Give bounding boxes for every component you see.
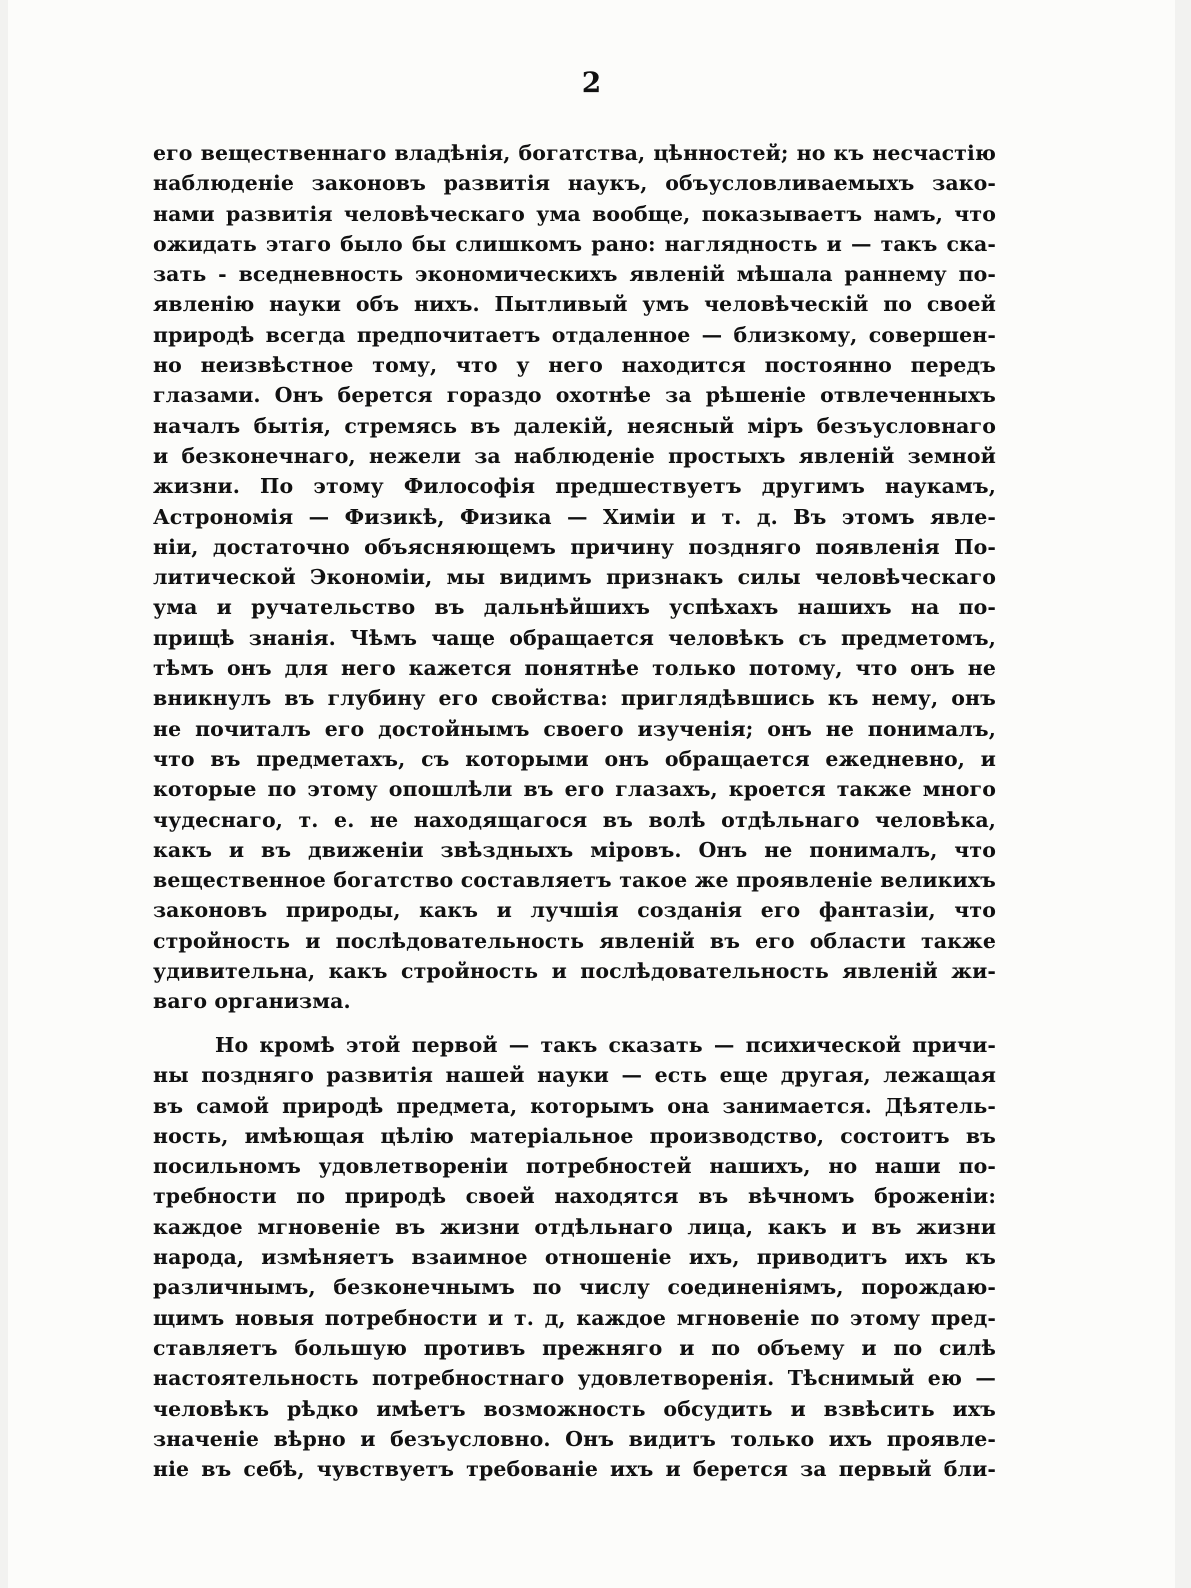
- text-line: щимъ новыя потребности и т. д, каждое мгновеніе по этому пред-: [153, 1305, 996, 1330]
- text-line: тѣмъ онъ для него кажется понятнѣе только потому, что онъ не: [153, 656, 996, 681]
- text-line: въ самой природѣ предмета, которымъ она занимается. Дѣятель-: [153, 1093, 996, 1118]
- text-line: удивительна, какъ стройность и послѣдовательность явленій жи-: [153, 959, 996, 984]
- text-line: литической Экономіи, мы видимъ признакъ силы человѣческаго: [153, 565, 996, 590]
- text-line: но неизвѣстное тому, что у него находится постоянно передъ: [153, 353, 996, 378]
- text-line: ума и ручательство въ дальнѣйшихъ успѣхахъ нашихъ на по-: [153, 595, 996, 620]
- text-line: прищѣ знанія. Чѣмъ чаще обращается человѣкъ съ предметомъ,: [153, 625, 996, 650]
- text-line: его вещественнаго владѣнія, богатства, цѣнностей; но къ несчастію: [153, 141, 996, 165]
- text-line: значеніе вѣрно и безъусловно. Онъ видитъ только ихъ проявле-: [153, 1426, 996, 1451]
- text-line: ны поздняго развитія нашей науки — есть еще другая, лежащая: [153, 1063, 996, 1088]
- text-line: которые по этому опошлѣли въ его глазахъ, кроется также много: [153, 777, 996, 802]
- text-line: народа, измѣняетъ взаимное отношеніе ихъ, приводитъ ихъ къ: [153, 1245, 996, 1270]
- text-line: различнымъ, безконечнымъ по числу соединеніямъ, порождаю-: [153, 1275, 996, 1300]
- text-line: явленію науки объ нихъ. Пытливый умъ человѣческій по своей: [153, 292, 996, 317]
- text-line: стройность и послѣдовательность явленій въ его области также: [153, 928, 996, 953]
- text-line: посильномъ удовлетвореніи потребностей нашихъ, но наши по-: [153, 1154, 996, 1179]
- page-number: 2: [581, 66, 602, 99]
- text-line: глазами. Онъ берется гораздо охотнѣе за рѣшеніе отвлеченныхъ: [153, 383, 996, 408]
- text-line: ожидать этаго было бы слишкомъ рано: наглядность и — такъ ска-: [153, 231, 996, 256]
- text-line: ставляетъ большую противъ прежняго и по объему и по силѣ: [153, 1335, 996, 1360]
- text-line: каждое мгновеніе въ жизни отдѣльнаго лица, какъ и въ жизни: [153, 1214, 996, 1239]
- text-line: Астрономія — Физикѣ, Физика — Химіи и т. д. Въ этомъ явле-: [153, 504, 996, 529]
- paragraph-2: [153, 1030, 996, 1484]
- text-line: наблюденіе законовъ развитія наукъ, объусловливаемыхъ зако-: [153, 171, 996, 196]
- paragraph-1: [153, 138, 996, 1017]
- text-line: ваго организма.: [153, 989, 351, 1014]
- text-line: зать - вседневность экономическихъ явленій мѣшала раннему по-: [153, 262, 996, 287]
- text-line: началъ бытія, стремясь въ далекій, неясный міръ безъусловнаго: [153, 413, 996, 438]
- text-line: не почиталъ его достойнымъ своего изученія; онъ не понималъ,: [153, 716, 996, 741]
- text-line: требности по природѣ своей находятся въ вѣчномъ броженіи:: [153, 1184, 996, 1209]
- text-line: вещественное богатство составляетъ такое же проявленіе великихъ: [153, 868, 996, 893]
- text-line: и безконечнаго, нежели за наблюденіе простыхъ явленій земной: [153, 443, 996, 468]
- text-line: что въ предметахъ, съ которыми онъ обращается ежедневно, и: [153, 746, 996, 771]
- text-line: ніи, достаточно объясняющемъ причину поздняго появленія По-: [153, 534, 996, 559]
- text-line: вникнулъ въ глубину его свойства: приглядѣвшись къ нему, онъ: [153, 686, 996, 711]
- text-line: Но кромѣ этой первой — такъ сказать — психической причи-: [215, 1033, 996, 1057]
- text-line: человѣкъ рѣдко имѣетъ возможность обсудить и взвѣсить ихъ: [153, 1396, 996, 1421]
- text-line: какъ и въ движеніи звѣздныхъ міровъ. Онъ не понималъ, что: [153, 837, 996, 862]
- text-line: настоятельность потребностнаго удовлетворенія. Тѣснимый ею —: [153, 1366, 996, 1391]
- text-line: ніе въ себѣ, чувствуетъ требованіе ихъ и берется за первый бли-: [153, 1457, 996, 1482]
- text-line: ность, имѣющая цѣлію матеріальное производство, состоитъ въ: [153, 1123, 996, 1148]
- text-line: жизни. По этому Философія предшествуетъ другимъ наукамъ,: [153, 474, 996, 499]
- text-line: законовъ природы, какъ и лучшія созданія его фантазіи, что: [153, 898, 996, 923]
- text-line: чудеснаго, т. е. не находящагося въ волѣ отдѣльнаго человѣка,: [153, 807, 996, 832]
- text-line: природѣ всегда предпочитаетъ отдаленное — близкому, совершен-: [153, 322, 996, 347]
- text-line: нами развитія человѣческаго ума вообще, показываетъ намъ, что: [153, 201, 996, 226]
